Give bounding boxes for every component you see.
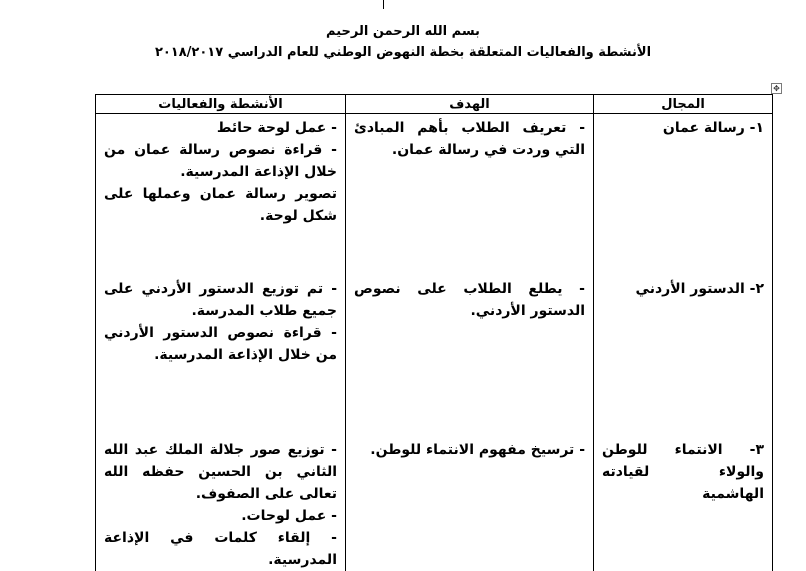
activity-item: - تم توزيع الدستور الأردني على جميع طلاب المدرسة. bbox=[104, 281, 337, 319]
activities-cell bbox=[96, 114, 346, 269]
column-header-field: المجال bbox=[594, 95, 773, 114]
activity-item: - قراءة نصوص الدستور الأردني من خلال الإذاعة المدرسية. bbox=[104, 325, 337, 363]
table-row bbox=[96, 114, 773, 269]
field-cell: ٣- الانتماء للوطن والولاء لقيادته الهاشمية bbox=[594, 435, 773, 571]
activity-item: - عمل لوحات. bbox=[241, 508, 337, 524]
activity-item: - عمل لوحة حائط bbox=[216, 120, 337, 136]
field-cell: ١- رسالة عمان bbox=[594, 114, 773, 269]
activities-cell bbox=[96, 435, 346, 571]
goal-cell: - ترسيخ مفهوم الانتماء للوطن. bbox=[346, 435, 594, 571]
table-header-row bbox=[96, 95, 773, 114]
table-row bbox=[96, 268, 773, 435]
column-header-goal: الهدف bbox=[346, 95, 594, 114]
activities-cell bbox=[96, 268, 346, 435]
column-header-activities: الأنشطة والفعاليات bbox=[96, 95, 346, 114]
page-edge-mark bbox=[383, 0, 384, 9]
activity-item: - توزيع صور جلالة الملك عبد الله الثاني بن الحسين حفظه الله تعالى على الصفوف. bbox=[104, 442, 337, 502]
activity-item: تصوير رسالة عمان وعملها على شكل لوحة. bbox=[104, 186, 337, 224]
table-move-handle-icon[interactable]: ✥ bbox=[771, 83, 782, 94]
goal-cell: - تعريف الطلاب بأهم المبادئ التي وردت في رسالة عمان. bbox=[346, 114, 594, 269]
basmala-line: بسم الله الرحمن الرحيم bbox=[326, 24, 480, 39]
activity-item: - إلقاء كلمات في الإذاعة المدرسية. bbox=[104, 530, 337, 568]
document-header bbox=[0, 24, 806, 64]
goal-cell: - يطلع الطلاب على نصوص الدستور الأردني. bbox=[346, 268, 594, 435]
field-cell: ٢- الدستور الأردني bbox=[594, 268, 773, 435]
activity-item: - قراءة نصوص رسالة عمان من خلال الإذاعة المدرسية. bbox=[104, 142, 337, 180]
document-title: الأنشطة والفعاليات المتعلقة بخطة النهوض الوطني للعام الدراسي ٢٠١٨/٢٠١٧ bbox=[154, 45, 652, 60]
table-row bbox=[96, 435, 773, 571]
activities-table bbox=[95, 94, 773, 571]
